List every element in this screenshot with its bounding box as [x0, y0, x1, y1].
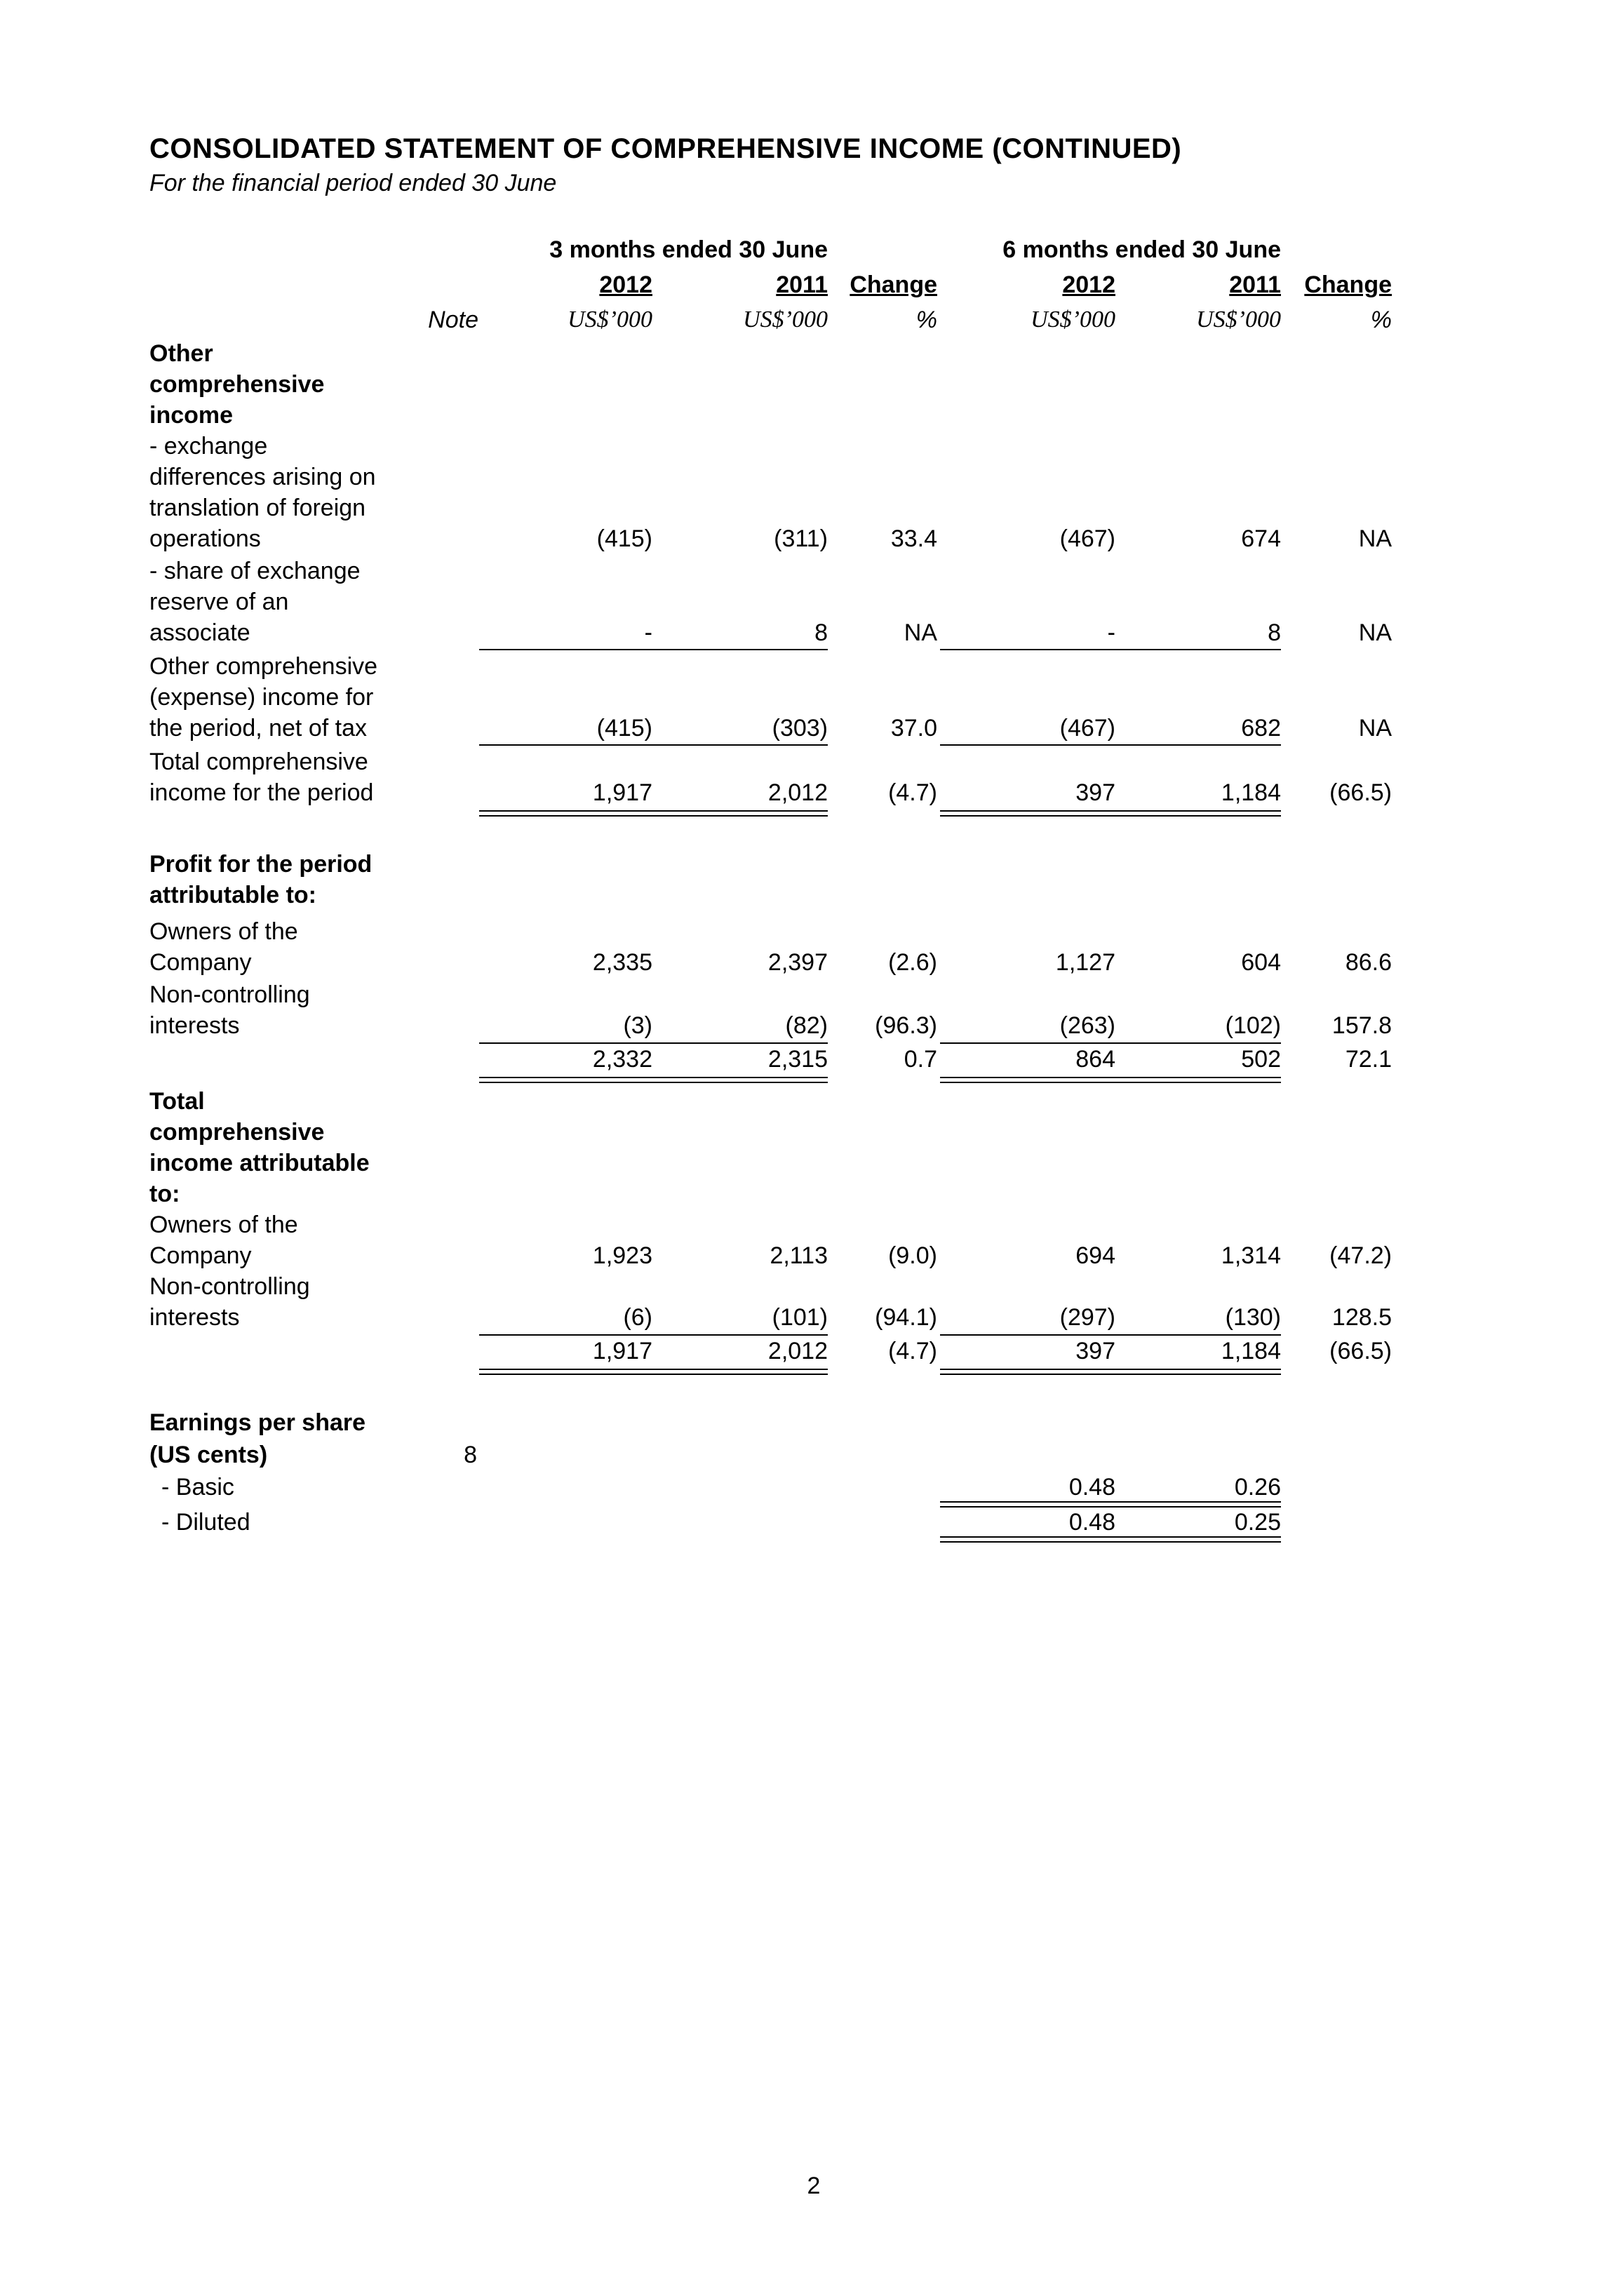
row-label-share-line2: reserve of an	[149, 589, 289, 615]
total-double-rule-6m	[940, 1369, 1281, 1375]
statement-subtitle: For the financial period ended 30 June	[149, 170, 557, 196]
section-heading-profit-line2: attributable to:	[149, 882, 316, 908]
cell-profit-owners-6m-2012: 1,127	[1055, 949, 1115, 976]
cell-share-6m-change: NA	[1358, 619, 1392, 646]
cell-tci-nci-6m-change: 128.5	[1331, 1304, 1392, 1331]
cell-total-ci-3m-2012: 1,917	[592, 779, 652, 806]
cell-tci-nci-3m-2011: (101)	[772, 1304, 828, 1331]
total-double-rule-6m	[940, 810, 1281, 817]
cell-tci-total-6m-2011: 1,184	[1221, 1338, 1281, 1364]
col-3m-2012: 2012	[599, 271, 652, 298]
cell-profit-owners-6m-2011: 604	[1241, 949, 1281, 976]
section-heading-oci-line1: Other	[149, 340, 213, 367]
eps-diluted-double-rule	[940, 1536, 1281, 1543]
cell-total-ci-6m-2011: 1,184	[1221, 779, 1281, 806]
row-label-exchange-line4: operations	[149, 525, 261, 552]
row-label-total-ci-line1: Total comprehensive	[149, 748, 368, 775]
section-heading-oci-line3: income	[149, 402, 234, 429]
cell-tci-owners-6m-2012: 694	[1075, 1242, 1115, 1269]
row-label-other-net-line1: Other comprehensive	[149, 653, 378, 680]
eps-note-ref: 8	[464, 1442, 477, 1468]
subtotal-rule-6m	[940, 649, 1281, 650]
cell-profit-nci-3m-2011: (82)	[785, 1012, 828, 1039]
cell-exchange-6m-2011: 674	[1241, 525, 1281, 552]
cell-exchange-3m-change: 33.4	[890, 525, 937, 552]
cell-other-net-3m-2011: (303)	[772, 715, 828, 741]
row-label-share-line1: - share of exchange	[149, 558, 361, 584]
col-6m-2011: 2011	[1229, 271, 1281, 298]
cell-tci-owners-6m-change: (47.2)	[1329, 1242, 1392, 1269]
cell-profit-total-3m-change: 0.7	[904, 1046, 937, 1073]
section-heading-tci-line3: income attributable	[149, 1150, 370, 1176]
row-label-exchange-line2: differences arising on	[149, 464, 376, 490]
cell-exchange-6m-2012: (467)	[1059, 525, 1115, 552]
row-label-share-line3: associate	[149, 619, 250, 646]
cell-profit-owners-6m-change: 86.6	[1345, 949, 1392, 976]
row-label-other-net-line2: (expense) income for	[149, 684, 374, 711]
group-header-6-months: 6 months ended 30 June	[1002, 236, 1281, 263]
row-label-tci-owners-line1: Owners of the	[149, 1211, 298, 1238]
cell-tci-owners-6m-2011: 1,314	[1221, 1242, 1281, 1269]
cell-tci-owners-3m-change: (9.0)	[888, 1242, 937, 1269]
section-heading-tci-line1: Total	[149, 1088, 205, 1115]
cell-tci-nci-6m-2012: (297)	[1059, 1304, 1115, 1331]
subtotal-rule-3m	[479, 744, 828, 746]
row-label-exchange-line1: - exchange	[149, 433, 268, 459]
cell-tci-total-3m-change: (4.7)	[888, 1338, 937, 1364]
cell-exchange-3m-2012: (415)	[596, 525, 652, 552]
cell-share-6m-2011: 8	[1268, 619, 1281, 646]
row-label-exchange-line3: translation of foreign	[149, 495, 366, 521]
cell-profit-owners-3m-2012: 2,335	[592, 949, 652, 976]
total-double-rule-3m	[479, 1077, 828, 1083]
cell-exchange-6m-change: NA	[1358, 525, 1392, 552]
cell-share-3m-2012: -	[644, 619, 652, 646]
cell-other-net-3m-change: 37.0	[890, 715, 937, 741]
cell-tci-owners-3m-2011: 2,113	[770, 1242, 828, 1269]
total-double-rule-6m	[940, 1077, 1281, 1083]
col-3m-change: Change	[850, 271, 937, 298]
unit-6m-change: %	[1370, 307, 1392, 333]
cell-profit-total-3m-2011: 2,315	[767, 1046, 828, 1073]
cell-other-net-3m-2012: (415)	[596, 715, 652, 741]
total-double-rule-3m	[479, 1369, 828, 1375]
cell-profit-nci-6m-2011: (102)	[1225, 1012, 1281, 1039]
col-6m-change: Change	[1304, 271, 1392, 298]
cell-tci-nci-6m-2011: (130)	[1225, 1304, 1281, 1331]
section-heading-tci-line2: comprehensive	[149, 1119, 325, 1146]
cell-tci-total-3m-2012: 1,917	[592, 1338, 652, 1364]
cell-profit-nci-3m-change: (96.3)	[875, 1012, 937, 1039]
cell-other-net-6m-2011: 682	[1241, 715, 1281, 741]
cell-profit-owners-3m-2011: 2,397	[767, 949, 828, 976]
section-heading-oci-line2: comprehensive	[149, 371, 325, 398]
unit-3m-2011: US$’000	[743, 307, 828, 333]
cell-eps-diluted-2012: 0.48	[1068, 1509, 1115, 1536]
cell-total-ci-6m-2012: 397	[1075, 779, 1115, 806]
subtotal-rule-6m	[940, 744, 1281, 746]
cell-other-net-6m-change: NA	[1358, 715, 1392, 741]
section-heading-profit-line1: Profit for the period	[149, 851, 373, 878]
row-label-tci-nci-line2: interests	[149, 1304, 240, 1331]
cell-share-3m-2011: 8	[814, 619, 828, 646]
col-3m-2011: 2011	[776, 271, 828, 298]
cell-tci-nci-3m-2012: (6)	[623, 1304, 652, 1331]
cell-profit-nci-3m-2012: (3)	[623, 1012, 652, 1039]
cell-tci-owners-3m-2012: 1,923	[592, 1242, 652, 1269]
cell-eps-diluted-2011: 0.25	[1234, 1509, 1281, 1536]
group-header-3-months: 3 months ended 30 June	[549, 236, 828, 263]
row-label-profit-nci-line2: interests	[149, 1012, 240, 1039]
cell-profit-owners-3m-change: (2.6)	[888, 949, 937, 976]
section-heading-tci-line4: to:	[149, 1181, 180, 1207]
row-label-profit-owners-line2: Company	[149, 949, 252, 976]
cell-other-net-6m-2012: (467)	[1059, 715, 1115, 741]
col-6m-2012: 2012	[1062, 271, 1115, 298]
row-label-profit-nci-line1: Non-controlling	[149, 981, 310, 1008]
statement-title: CONSOLIDATED STATEMENT OF COMPREHENSIVE INCOME (CONTINUED)	[149, 133, 1182, 164]
cell-profit-total-6m-2011: 502	[1241, 1046, 1281, 1073]
row-label-total-ci-line2: income for the period	[149, 779, 374, 806]
cell-profit-nci-6m-change: 157.8	[1331, 1012, 1392, 1039]
unit-3m-2012: US$’000	[568, 307, 652, 333]
subtotal-rule-3m	[479, 649, 828, 650]
row-label-eps-diluted: - Diluted	[161, 1509, 250, 1536]
col-note-header: Note	[428, 307, 478, 333]
section-heading-eps-line1: Earnings per share	[149, 1409, 366, 1436]
row-label-tci-nci-line1: Non-controlling	[149, 1273, 310, 1300]
page-number: 2	[807, 2173, 821, 2199]
cell-share-3m-change: NA	[904, 619, 937, 646]
unit-6m-2012: US$’000	[1031, 307, 1115, 333]
cell-tci-total-6m-2012: 397	[1075, 1338, 1115, 1364]
unit-3m-change: %	[915, 307, 937, 333]
cell-eps-basic-2011: 0.26	[1234, 1474, 1281, 1501]
cell-total-ci-3m-2011: 2,012	[767, 779, 828, 806]
cell-exchange-3m-2011: (311)	[774, 525, 828, 552]
cell-total-ci-3m-change: (4.7)	[888, 779, 937, 806]
row-label-eps-basic: - Basic	[161, 1474, 234, 1501]
cell-eps-basic-2012: 0.48	[1068, 1474, 1115, 1501]
section-heading-eps-line2: (US cents)	[149, 1442, 268, 1468]
cell-share-6m-2012: -	[1107, 619, 1115, 646]
row-label-tci-owners-line2: Company	[149, 1242, 252, 1269]
row-label-other-net-line3: the period, net of tax	[149, 715, 367, 741]
cell-total-ci-6m-change: (66.5)	[1329, 779, 1392, 806]
cell-tci-total-6m-change: (66.5)	[1329, 1338, 1392, 1364]
cell-profit-total-6m-2012: 864	[1075, 1046, 1115, 1073]
cell-profit-nci-6m-2012: (263)	[1059, 1012, 1115, 1039]
total-double-rule-3m	[479, 810, 828, 817]
cell-tci-total-3m-2011: 2,012	[767, 1338, 828, 1364]
cell-profit-total-6m-change: 72.1	[1345, 1046, 1392, 1073]
cell-profit-total-3m-2012: 2,332	[592, 1046, 652, 1073]
row-label-profit-owners-line1: Owners of the	[149, 918, 298, 945]
cell-tci-nci-3m-change: (94.1)	[875, 1304, 937, 1331]
unit-6m-2011: US$’000	[1196, 307, 1281, 333]
